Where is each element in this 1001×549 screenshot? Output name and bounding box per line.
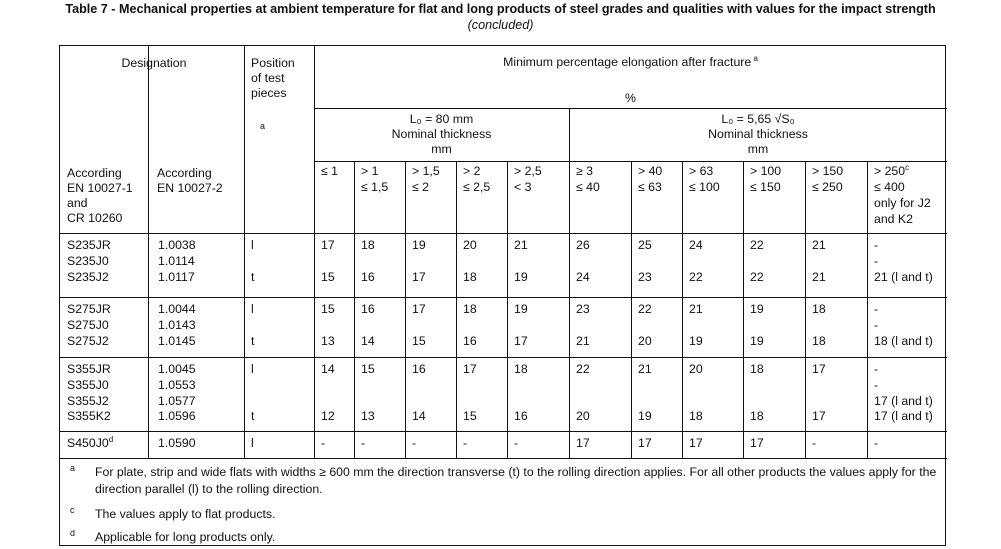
value-cell: 17: [321, 238, 335, 252]
grade-name: S275J2: [67, 333, 109, 348]
value-cell: 24: [689, 238, 703, 252]
test-position: l: [251, 302, 254, 316]
according-en10027-1: According: [67, 166, 122, 180]
grade-name: S235JR: [67, 238, 111, 252]
grid-line: [805, 161, 806, 458]
thickness-column-header: ≤ 250: [812, 180, 843, 194]
nominal-thickness-header: Nominal thickness: [708, 127, 808, 141]
last-column-value: 17 (l and t): [874, 409, 933, 424]
note-mark: a: [751, 53, 758, 63]
value-cell: 17: [514, 333, 528, 348]
value-cell: 22: [750, 269, 764, 284]
table-subtitle: (concluded): [467, 18, 534, 32]
thickness-column-header: < 3: [514, 180, 532, 194]
value-cell: 19: [514, 302, 528, 316]
value-cell: 17: [463, 362, 477, 376]
steel-number: 1.0044: [158, 302, 196, 316]
value-cell: 15: [321, 269, 335, 284]
nominal-thickness-header: Nominal thickness: [391, 127, 492, 141]
grid-line: [682, 161, 683, 458]
footnote-mark: d: [70, 528, 76, 538]
last-column-value: -: [874, 317, 879, 332]
thickness-column-header: > 150: [812, 164, 844, 178]
footnote-text: Applicable for long products only.: [95, 530, 276, 544]
position-note: a: [260, 121, 266, 131]
value-cell: -: [412, 436, 417, 450]
value-cell: 18: [750, 362, 764, 376]
value-cell: 22: [576, 362, 590, 376]
value-cell: 25: [638, 238, 652, 252]
value-cell: 18: [812, 333, 826, 348]
test-position: t: [251, 333, 255, 348]
steel-number: 1.0553: [158, 377, 196, 392]
value-cell: 22: [750, 238, 764, 252]
value-cell: 22: [638, 302, 652, 316]
last-column-value: -: [874, 377, 879, 392]
value-cell: 16: [361, 302, 375, 316]
value-cell: 16: [361, 269, 375, 284]
value-cell: 18: [689, 409, 703, 424]
steel-number: 1.0143: [158, 317, 196, 332]
last-column-value: -: [874, 436, 879, 450]
grade-name: S450J0$^d$: [67, 434, 114, 450]
grade-name: S355JR: [67, 362, 111, 376]
last-column-value: -: [874, 302, 879, 316]
last-column-value: -: [874, 253, 879, 268]
value-cell: 20: [689, 362, 703, 376]
thickness-column-header: ≤ 2,5: [463, 180, 491, 194]
value-cell: 16: [463, 333, 477, 348]
according-en10027-2: According: [157, 166, 212, 180]
value-cell: -: [514, 436, 519, 450]
thickness-column-header: ≤ 150: [750, 180, 781, 194]
value-cell: -: [361, 436, 366, 450]
last-column-value: 18 (l and t): [874, 333, 933, 348]
table-title: Table 7 - Mechanical properties at ambient temperature for flat and long products of steel grades and qualities with values for the impact strength: [65, 2, 936, 16]
value-cell: 18: [463, 269, 477, 284]
test-position: t: [251, 409, 255, 424]
grid-line: [507, 161, 508, 458]
value-cell: -: [463, 436, 468, 450]
value-cell: 20: [638, 333, 652, 348]
thickness-column-header: > 1: [361, 164, 379, 178]
value-cell: 17: [412, 302, 426, 316]
value-cell: 18: [750, 409, 764, 424]
value-cell: 17: [750, 436, 764, 450]
mm-header: mm: [431, 142, 452, 156]
grid-line: [631, 161, 632, 458]
value-cell: 19: [412, 238, 426, 252]
value-cell: 18: [361, 238, 375, 252]
according-en10027-2: EN 10027-2: [157, 181, 223, 195]
value-cell: 19: [689, 333, 703, 348]
value-cell: 16: [412, 362, 426, 376]
thickness-column-header: > 2,5: [514, 164, 542, 178]
grade-name: S275J0: [67, 317, 109, 332]
value-cell: 18: [812, 302, 826, 316]
value-cell: 19: [638, 409, 652, 424]
position-header: of test: [251, 71, 285, 85]
thickness-column-header: ≤ 1,5: [361, 180, 389, 194]
steel-number: 1.0577: [158, 393, 196, 408]
grade-name: S355J0: [67, 377, 109, 392]
value-cell: 17: [412, 269, 426, 284]
grid-line: [354, 161, 355, 458]
thickness-column-header: > 2: [463, 164, 481, 178]
grade-name: S355J2: [67, 393, 109, 408]
test-position: l: [251, 362, 254, 376]
l0-80-header: L₀ = 80 mm: [409, 112, 474, 126]
value-cell: 21: [638, 362, 652, 376]
value-cell: 21: [514, 238, 528, 252]
footnote-text: For plate, strip and wide flats with widths ≥ 600 mm the direction transverse (t) to the rolling direction applies. For all other products the values apply for the direction parallel (l) to the rolling direction.: [95, 465, 937, 496]
value-cell: 21: [689, 302, 703, 316]
test-position: l: [251, 436, 254, 450]
value-cell: 15: [412, 333, 426, 348]
last-column-value: -: [874, 362, 879, 376]
value-cell: 17: [689, 436, 703, 450]
thickness-column-header: ≤ 1: [321, 164, 339, 178]
note-mark: d: [108, 434, 114, 444]
according-en10027-1: CR 10260: [67, 211, 123, 225]
grid-line: [60, 458, 947, 459]
value-cell: 23: [576, 302, 590, 316]
grade-name: S235J0: [67, 253, 109, 268]
steel-number: 1.0117: [158, 269, 195, 284]
thickness-column-header: ≤ 2: [412, 180, 430, 194]
value-cell: 15: [463, 409, 477, 424]
grid-line: [405, 161, 406, 458]
min-elongation-header: Minimum percentage elongation after fracture $^a$: [503, 53, 758, 69]
steel-number: 1.0596: [158, 409, 196, 424]
value-cell: 26: [576, 238, 590, 252]
steel-number: 1.0045: [158, 362, 196, 376]
value-cell: 13: [361, 409, 375, 424]
last-column-value: -: [874, 238, 879, 252]
value-cell: 15: [361, 362, 375, 376]
thickness-column-header: > 63: [689, 164, 714, 178]
percent-header: %: [625, 91, 636, 105]
value-cell: 14: [412, 409, 426, 424]
grid-line: [314, 108, 947, 109]
thickness-column-header: ≤ 400: [874, 180, 905, 194]
thickness-column-header: > 1,5: [412, 164, 440, 178]
thickness-column-header: > 100: [750, 164, 782, 178]
grid-line: [60, 233, 947, 234]
thickness-column-header: ≥ 3: [576, 164, 594, 178]
grid-line: [743, 161, 744, 458]
value-cell: 15: [321, 302, 335, 316]
footnote-mark: c: [70, 505, 75, 515]
grid-line: [244, 46, 245, 458]
value-cell: 14: [321, 362, 335, 376]
value-cell: 24: [576, 269, 590, 284]
grid-line: [60, 357, 947, 358]
value-cell: 21: [812, 238, 826, 252]
footnote-text: The values apply to flat products.: [95, 507, 276, 521]
value-cell: 17: [638, 436, 652, 450]
value-cell: 20: [463, 238, 477, 252]
value-cell: 20: [576, 409, 590, 424]
value-cell: 19: [750, 333, 764, 348]
value-cell: 14: [361, 333, 375, 348]
note-mark: c: [905, 162, 910, 172]
steel-number: 1.0145: [158, 333, 196, 348]
thickness-column-header: and K2: [874, 212, 913, 226]
value-cell: 16: [514, 409, 528, 424]
thickness-column-header: ≤ 40: [576, 180, 600, 194]
according-en10027-1: EN 10027-1: [67, 181, 133, 195]
test-position: t: [251, 269, 255, 284]
value-cell: 19: [750, 302, 764, 316]
grid-line: [60, 297, 947, 298]
footnote-mark: a: [70, 463, 76, 473]
thickness-column-header: only for J2: [874, 196, 931, 210]
last-column-value: 17 (l and t): [874, 393, 933, 408]
steel-number: 1.0038: [158, 238, 196, 252]
value-cell: 21: [812, 269, 826, 284]
value-cell: -: [812, 436, 817, 450]
grade-name: S355K2: [67, 409, 111, 424]
designation-header: Designation: [121, 56, 187, 70]
grid-line: [60, 431, 947, 432]
thickness-column-header: > $250^c$: [874, 162, 910, 178]
steel-number: 1.0590: [158, 436, 196, 450]
value-cell: 12: [321, 409, 335, 424]
value-cell: 22: [689, 269, 703, 284]
value-cell: 21: [576, 333, 590, 348]
value-cell: 18: [514, 362, 528, 376]
last-column-value: 21 (l and t): [874, 269, 933, 284]
value-cell: 23: [638, 269, 652, 284]
grid-line: [314, 161, 947, 162]
value-cell: 18: [463, 302, 477, 316]
position-header: pieces: [251, 86, 287, 100]
table-sheet: [59, 45, 946, 546]
value-cell: 17: [812, 362, 826, 376]
value-cell: 17: [576, 436, 590, 450]
value-cell: 17: [812, 409, 826, 424]
grade-name: S275JR: [67, 302, 111, 316]
grade-name: S235J2: [67, 269, 109, 284]
thickness-column-header: > 40: [638, 164, 663, 178]
value-cell: 13: [321, 333, 335, 348]
thickness-column-header: ≤ 100: [689, 180, 720, 194]
steel-number: 1.0114: [158, 253, 195, 268]
value-cell: -: [321, 436, 326, 450]
grid-line: [867, 161, 868, 458]
grid-line: [456, 161, 457, 458]
grid-line: [148, 46, 149, 458]
mm-header: mm: [747, 142, 769, 156]
thickness-column-header: ≤ 63: [638, 180, 662, 194]
value-cell: 19: [514, 269, 528, 284]
l0-565-header: L₀ = 5,65 √S₀: [721, 112, 795, 126]
according-en10027-1: and: [67, 196, 88, 210]
position-header: Position: [251, 56, 295, 70]
test-position: l: [251, 238, 254, 252]
